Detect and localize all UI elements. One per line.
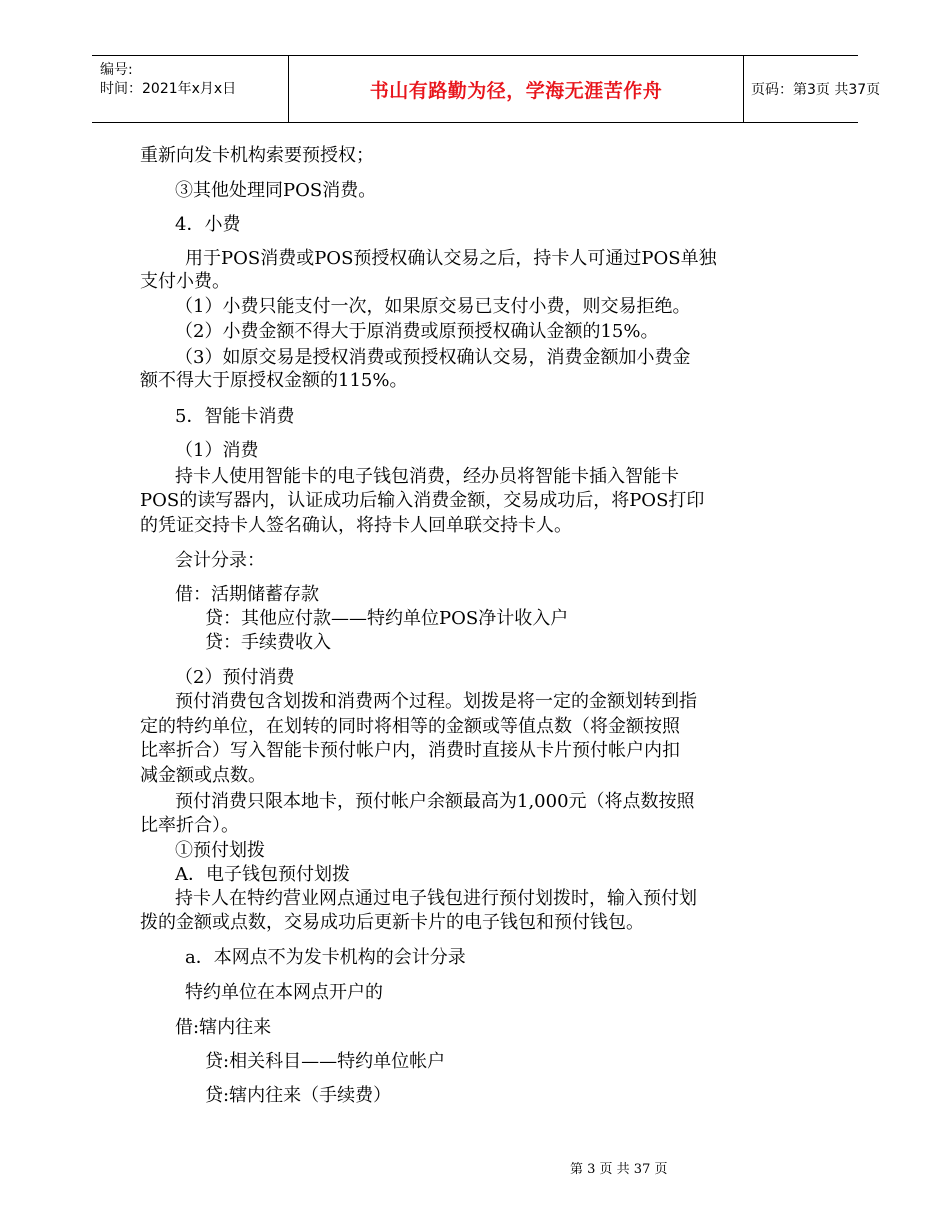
text-line: 5．智能卡消费 (175, 406, 295, 427)
text-line: （2）预付消费 (175, 667, 295, 688)
text-line: 预付消费只限本地卡，预付帐户余额最高为1,000元（将点数按照 (175, 791, 695, 812)
text-line: 拨的金额或点数，交易成功后更新卡片的电子钱包和预付钱包。 (140, 912, 644, 933)
text-line: 贷:辖内往来（手续费） (205, 1085, 392, 1106)
text-line: ①预付划拨 (175, 840, 265, 861)
header-motto-cell (288, 56, 744, 122)
text-line: 贷：手续费收入 (205, 632, 331, 653)
text-line: （3）如原交易是授权消费或预授权确认交易，消费金额加小费金 (175, 347, 691, 368)
text-line: 减金额或点数。 (140, 765, 266, 786)
text-line: （1）小费只能支付一次，如果原交易已支付小费，则交易拒绝。 (175, 296, 691, 317)
header-meta (92, 56, 288, 122)
header-page-info: 页码：第3页 共37页 (751, 82, 881, 98)
text-line: 支付小费。 (140, 271, 230, 292)
text-line: A．电子钱包预付划拨 (175, 864, 350, 885)
text-line: 定的特约单位，在划转的同时将相等的金额或等值点数（将金额按照 (140, 716, 680, 737)
text-line: 重新向发卡机构索要预授权； (140, 145, 374, 166)
document-time-label: 时间：2021年x月x日 (100, 81, 237, 97)
text-line: POS的读写器内，认证成功后输入消费金额，交易成功后，将POS打印 (140, 490, 705, 511)
text-line: 贷:相关科目——特约单位帐户 (205, 1051, 446, 1072)
page-header (92, 55, 881, 123)
page-footer: 第 3 页 共 37 页 (570, 1162, 668, 1177)
text-line: 贷：其他应付款——特约单位POS净计收入户 (205, 608, 569, 629)
text-line: （1）消费 (175, 440, 259, 461)
text-line: 预付消费包含划拨和消费两个过程。划拨是将一定的金额划转到指 (175, 691, 697, 712)
header-page-cell (743, 56, 881, 122)
text-line: 用于POS消费或POS预授权确认交易之后，持卡人可通过POS单独 (185, 248, 717, 269)
text-line: 额不得大于原授权金额的115%。 (140, 370, 408, 391)
text-line: 持卡人使用智能卡的电子钱包消费，经办员将智能卡插入智能卡 (175, 466, 679, 487)
text-line: 比率折合）写入智能卡预付帐户内，消费时直接从卡片预付帐户内扣 (140, 740, 680, 761)
document-code-label: 编号: (100, 62, 133, 78)
text-line: 持卡人在特约营业网点通过电子钱包进行预付划拨时，输入预付划 (175, 888, 697, 909)
text-line: 4．小费 (175, 214, 241, 235)
text-line: ③其他处理同POS消费。 (175, 180, 377, 201)
text-line: 会计分录： (175, 550, 265, 571)
text-line: a．本网点不为发卡机构的会计分录 (185, 947, 466, 968)
text-line: 借：活期储蓄存款 (175, 584, 319, 605)
text-line: （2）小费金额不得大于原消费或原预授权确认金额的15%。 (175, 321, 659, 342)
text-line: 比率折合）。 (140, 815, 239, 836)
text-line: 借:辖内往来 (175, 1017, 272, 1038)
text-line: 的凭证交持卡人签名确认，将持卡人回单联交持卡人。 (140, 515, 572, 536)
text-line: 特约单位在本网点开户的 (185, 982, 383, 1003)
header-motto: 书山有路勤为径，学海无涯苦作舟 (369, 79, 663, 102)
